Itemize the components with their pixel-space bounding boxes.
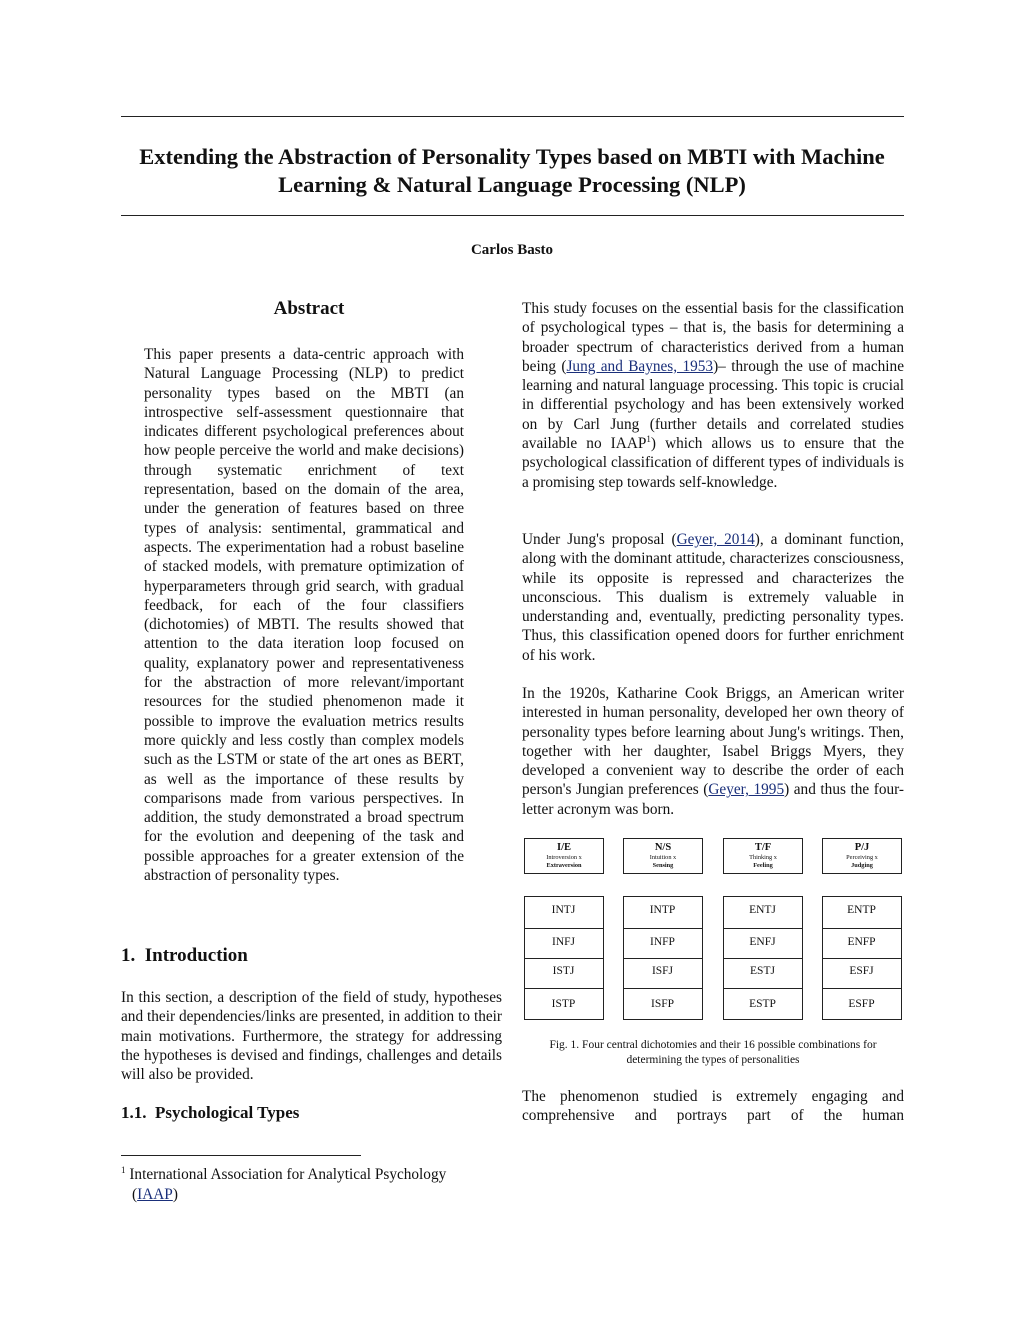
type-cell: ISTP [551,998,576,1010]
introduction-text: In this section, a description of the field of study, hypotheses and their dependencies/links are presented, in addition to their main motivations. Furthermore, the strategy for addressing the hypotheses is devised and findings, challenges and details will also be provided. [121,989,502,1084]
dichotomy-line2: Judging [851,862,873,869]
dichotomy-code: P/J [854,842,870,853]
citation-geyer-1995[interactable]: Geyer, 1995 [708,781,785,799]
type-cell: ENFJ [749,936,776,948]
dichotomy-pj [822,838,902,874]
dichotomy-line1: Thinking x [749,854,777,861]
dichotomy-line2: Feeling [753,862,773,869]
type-cell: ISTJ [552,965,575,977]
type-cell: ESTP [749,998,776,1010]
abstract-heading: Abstract [273,298,345,319]
footnote-text: International Association for Analytical Psychology [129,1166,447,1183]
dichotomy-ns [623,838,703,874]
type-column-1 [524,896,604,1020]
paper-title: Extending the Abstraction of Personality Types based on MBTI with Machine Learning & Natural Language Processing (NLP) [139,144,885,197]
dichotomy-code: N/S [654,842,672,853]
dichotomy-line2: Extraversion [546,862,582,869]
subsection-number: 1.1. [121,1103,147,1122]
type-cell: INFP [650,936,675,948]
introduction-title: Introduction [144,945,248,966]
cell-divider [624,958,702,959]
type-cell: ENTP [847,904,876,916]
top-rule [121,116,904,117]
cell-divider [724,928,802,929]
p3-text-a: In the 1920s, Katharine Cook Briggs, an American writer interested in human personality, developed her own theory of personality types before learning about Jung's writings. Then, together with her daughter, Isabel Briggs Myers, they developed a convenient way to describe the order of each person's Jungian preferences ( [522,685,904,799]
cell-divider [724,958,802,959]
type-cell: INTJ [551,904,576,916]
right-paragraph-4: The phenomenon studied is extremely engaging and comprehensive and portrays part of the human [522,1088,904,1125]
cell-divider [823,958,901,959]
subsection-heading [121,1103,299,1123]
abstract-text: This paper presents a data-centric approach with Natural Language Processing (NLP) to predict personality types based on the MBTI (an introspective self-assessment questionnaire that indicates different psychological preferences about how people perceive the world and make decisions) through systematic enrichment of text representation, based on the domain of the area, under the generation of features based on three types of analysis: sentimental, grammatical and aspects. The experimentation had a robust baseline of stacked models, with premature optimization of hyperparameters through grid search, with gradual feedback, for each of the four classifiers (dichotomies) of MBTI. The results showed that attention to the data iteration loop focused on quality, explanatory power and representativeness for the abstraction of more relevant/important resources for the studied phenomenon made it possible to improve the evaluation metrics results more quickly and less costly than complex models such as the LSTM or state of the art ones as BERT, as well as the importance of these results by comparisons made from various perspectives. In addition, the study demonstrated a broad spectrum for the evolution and deepening of the task and possible approaches for a greater extension of the abstraction of personality types. [144,346,464,885]
p1-text-b: )– through the use of machine learning and natural language processing. This topic is crucial in differential psychology and has been extensively worked on by Carl Jung (further details and correlated studies available no IAAP [522,357,904,453]
p2-text-a: Under Jung's proposal ( [522,531,677,548]
type-column-2 [623,896,703,1020]
footnote-rule [121,1155,361,1156]
dichotomy-line1: Intuition x [649,854,677,861]
footnote: $^1$ International Association for Analytical Psychology (IAAP) [121,1165,447,1203]
p3-text-b: ) and thus the four-letter acronym was born. [522,781,905,818]
p1-footnote-ref: 1 [646,434,651,445]
cell-divider [525,958,603,959]
dichotomy-code: T/F [754,842,772,853]
right-paragraph-1 [522,299,904,492]
introduction-heading [121,945,248,967]
type-cell: ISFP [650,998,675,1010]
type-cell: INTP [649,904,676,916]
p1-text-a: This study focuses on the essential basis for the classification of psychological types – that is, the basis for determining a broader spectrum of characteristics derived from a human being ( [522,300,904,375]
citation-geyer-2014[interactable]: Geyer, 2014 [676,531,755,548]
footnote-mark: 1 [121,1165,126,1175]
cell-divider [624,988,702,989]
type-column-3 [723,896,803,1020]
right-paragraph-3 [522,684,904,819]
type-cell: ESFJ [849,965,874,977]
p2-text-b: ), a dominant function, along with the dominant attitude, characterizes consciousness, while its opposite is repressed and characterizes the unconscious. This dualism is extremely valuable in understanding and, eventually, predicting personality types. Thus, this classification opened doors for further enrichment of his work. [522,531,905,664]
figure-caption [522,1038,904,1068]
cell-divider [525,928,603,929]
p1-text-c: ) which allows us to ensure that the psychological classification of different types of individuals is a promising step towards self-knowledge. [522,435,904,491]
subsection-title: Psychological Types [155,1103,300,1122]
author-name: Carlos Basto [470,242,554,258]
introduction-number: 1. [121,945,136,966]
title-bottom-rule [121,215,904,216]
dichotomy-tf [723,838,803,874]
type-column-4 [822,896,902,1020]
right-paragraph-2 [522,530,904,665]
dichotomy-ie [524,838,604,874]
type-cell: INFJ [551,936,575,948]
dichotomy-line1: Introversion x [546,854,582,861]
cell-divider [624,928,702,929]
type-cell: ENTJ [749,904,776,916]
cell-divider [525,988,603,989]
dichotomy-line2: Sensing [652,862,674,869]
type-cell: ENFP [847,936,876,948]
citation-jung-baynes[interactable]: Jung and Baynes, 1953 [566,357,714,375]
caption-line-2: determining the types of personalities [626,1054,800,1066]
cell-divider [823,988,901,989]
type-cell: ISFJ [651,965,674,977]
footnote-link[interactable]: IAAP [137,1185,173,1203]
dichotomy-code: I/E [556,842,571,853]
caption-line-1: Fig. 1. Four central dichotomies and their 16 possible combinations for [549,1039,877,1051]
type-cell: ESTJ [750,965,775,977]
dichotomy-line1: Perceiving x [846,854,878,861]
type-cell: ESFP [848,998,875,1010]
cell-divider [724,988,802,989]
cell-divider [823,928,901,929]
